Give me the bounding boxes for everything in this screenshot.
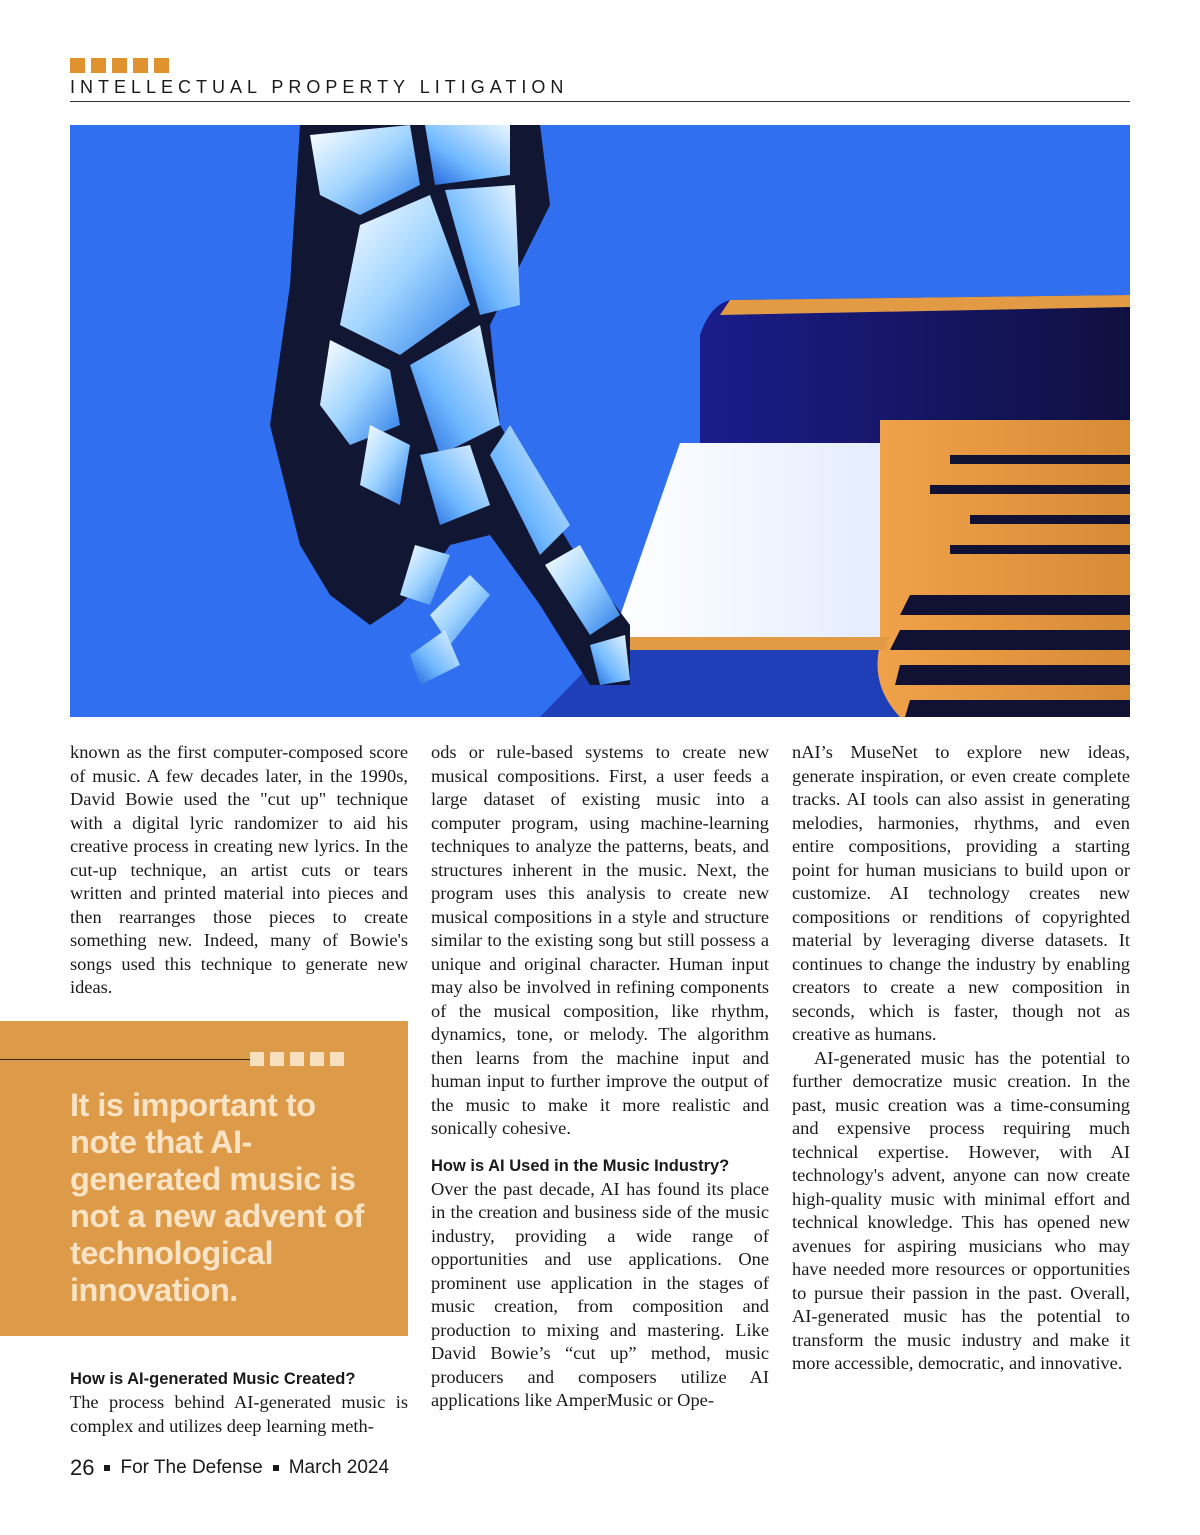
body-paragraph: ods or rule-based systems to create new musical compositions. First, a user feeds a large dataset of existing music into a computer program, using machine-learning techniques to analyze the patterns, beats, and structures inherent in the music. Next, the program uses this analysis to create new musical compositions in a style and structure similar to the existing song but still possess a unique and original character. Human input may also be involved in refining components of the musical composition, like rhythm, dynamics, tone, or melody. The algorithm then learns from the machine input and human input to further improve the output of the music to make it more realistic and sonically cohesive. xyxy=(431,742,769,1138)
robot-hand-piano-icon xyxy=(70,125,1130,717)
body-paragraph: AI-generated music has the potential to further democratize music creation. In the past, music creation was a time-consuming and expensive process requiring much technical expertise. However, with AI technology's advent, anyone can now create high-quality music with minimal effort and technical knowledge. This has opened new avenues for aspiring musicians who may have needed more resources or opportunities to pursue their passion in the past. Overall, AI-generated music has the potential to transform the music industry and make it more accessible, democratic, and innovative. xyxy=(792,1047,1130,1373)
pull-quote-text: It is important to note that AI-generated music is not a new advent of technological innovation. xyxy=(70,1087,364,1308)
body-paragraph: The process behind AI-generated music is complex and utilizes deep learning meth- xyxy=(70,1392,408,1436)
article-column-1 xyxy=(70,741,408,1000)
footer-bullet xyxy=(104,1465,110,1471)
header-divider xyxy=(70,101,1130,102)
body-paragraph: nAI’s MuseNet to explore new ideas, generate inspiration, or even create complete tracks. AI tools can also assist in generating melodies, harmonies, rhythms, and even entire compositions, providing a starting point for human musicians to build upon or customize. AI technology creates new compositions or renditions of copyrighted material by leveraging diverse datasets. It continues to change the industry by enabling creators to create a new composition in seconds, which is faster, though not as creative as humans. xyxy=(792,742,1130,1044)
section-label: INTELLECTUAL PROPERTY LITIGATION xyxy=(70,77,569,97)
pull-quote-box xyxy=(0,1021,408,1336)
section-heading: How is AI Used in the Music Industry? xyxy=(431,1156,730,1175)
article-column-1-lower xyxy=(70,1368,408,1438)
issue-date: March 2024 xyxy=(288,1457,390,1478)
page-footer xyxy=(70,1455,389,1481)
section-marker-squares xyxy=(70,58,169,73)
pull-quote-rule xyxy=(0,1059,250,1060)
section-heading: How is AI-generated Music Created? xyxy=(70,1370,356,1388)
hero-illustration xyxy=(70,125,1130,717)
footer-bullet xyxy=(273,1465,279,1471)
publication-name: For The Defense xyxy=(120,1457,263,1478)
body-paragraph: Over the past decade, AI has found its place in the creation and business side of the music industry, providing a wide range of opportunities and use applications. One prominent use application in the stages of music creation, from composition and production to mixing and mastering. Like David Bowie’s “cut up” method, music producers and composers utilize AI applications like AmperMusic or Ope- xyxy=(431,1178,769,1410)
page-number: 26 xyxy=(70,1455,95,1480)
article-column-3 xyxy=(792,741,1130,1376)
body-paragraph: known as the first computer-composed score of music. A few decades later, in the 1990s, David Bowie used the "cut up" technique with a digital lyric randomizer to aid his creative process in creating new lyrics. In the cut-up technique, an artist cuts or tears written and printed material into pieces and then rearranges those pieces to create something new. Indeed, many of Bowie's songs used this technique to generate new ideas. xyxy=(70,742,408,997)
article-column-2 xyxy=(431,741,769,1413)
pull-quote-squares xyxy=(250,1052,344,1066)
